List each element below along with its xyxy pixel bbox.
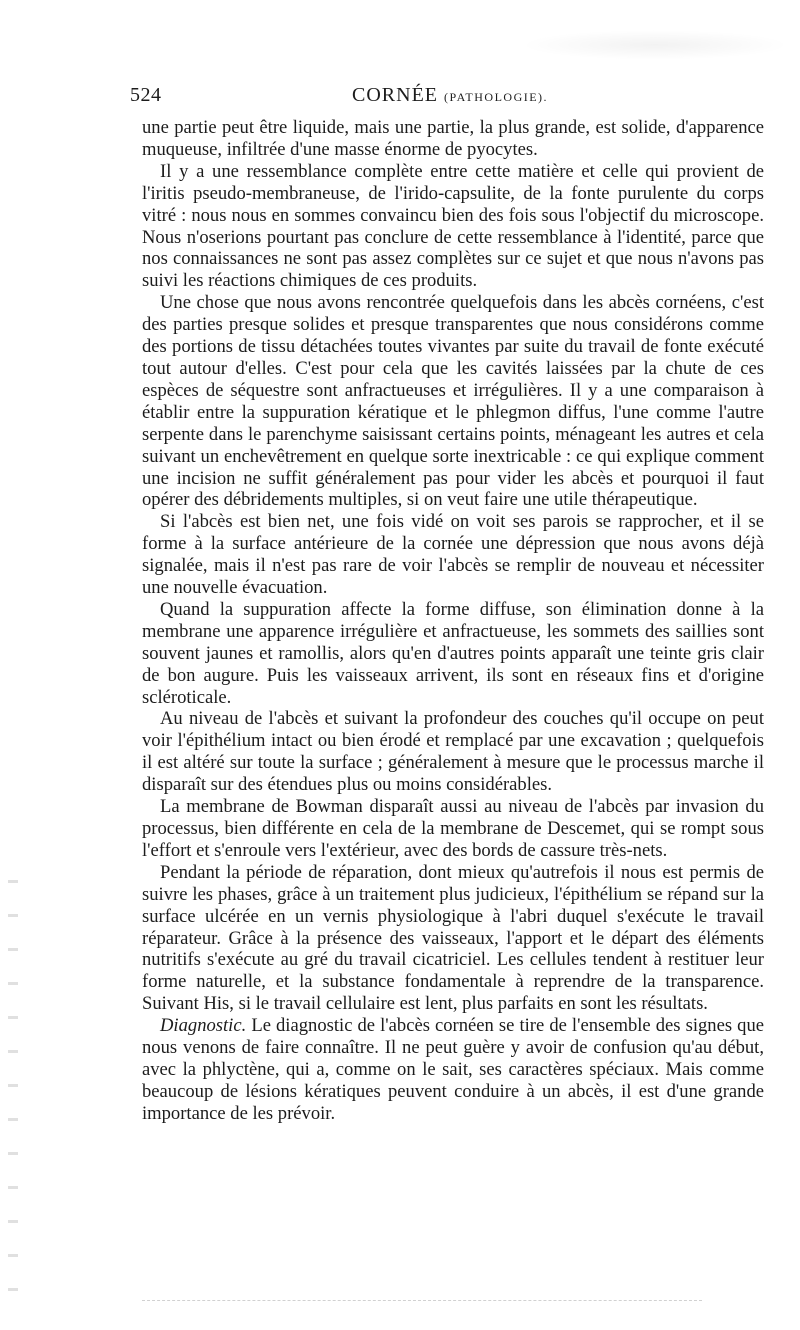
margin-scan-marks bbox=[8, 880, 18, 1300]
paragraph-reparation: Pendant la période de réparation, dont mieux qu'autrefois il nous est permis de suivre les phases, grâce à un traitement plus judicieux, l'épithélium se répand sur la surface ulcérée en un vernis physiologique à l'abri duquel s'exécute le travail réparateur. Grâce à la présence des vaisseaux, l'apport et le départ des éléments nutritifs s'exécute au gré du travail cicatriciel. Les cellules tendent à restituer leur forme naturelle, et la substance fondamentale à reprendre de la transparence. Suivant His, si le travail cellulaire est lent, plus parfaits en sont les résultats. bbox=[142, 861, 764, 1015]
running-title bbox=[352, 84, 548, 107]
running-title-sub: (PATHOLOGIE). bbox=[444, 90, 549, 104]
paragraph-ressemblance: Il y a une ressemblance complète entre cette matière et celle qui provient de l'iritis pseudo-membraneuse, de l'irido-capsulite, de la fonte purulente du corps vitré : nous nous en sommes convaincu bien des fois sous l'objectif du microscope. Nous n'oserions pourtant pas conclure de cette ressemblance à l'identité, parce que nos connaissances ne sont pas assez complètes sur ce sujet et que nous n'avons pas suivi les réactions chimiques de ces produits. bbox=[142, 160, 764, 292]
running-title-main: CORNÉE bbox=[352, 84, 438, 106]
page-number: 524 bbox=[130, 84, 162, 106]
paragraph-sequestre: Une chose que nous avons rencontrée quelquefois dans les abcès cornéens, c'est des parties presque solides et presque transparentes que nous considérons comme des portions de tissu détachées toutes vivantes par suite du travail de fonte exécuté tout autour d'elles. C'est pour cela que les cavités laissées par la chute de ces espèces de séquestre sont anfractueuses et irrégulières. Il y a une comparaison à établir entre la suppuration kératique et le phlegmon diffus, l'une comme l'autre serpente dans le parenchyme saisissant certains points, ménageant les autres et cela suivant un enchevêtrement en quelque sorte inextricable : ce qui explique comment une incision ne suffit généralement pas pour vider les abcès et pourquoi il faut opérer des débridements multiples, si on veut faire une utile thérapeutique. bbox=[142, 292, 764, 511]
paragraph-continued: une partie peut être liquide, mais une partie, la plus grande, est solide, d'apparence muqueuse, infiltrée d'une masse énorme de pyocytes. bbox=[142, 117, 764, 160]
diagnostic-heading: Diagnostic. bbox=[160, 1015, 247, 1037]
page-header bbox=[130, 84, 764, 112]
paragraph-epithelium: Au niveau de l'abcès et suivant la profondeur des couches qu'il occupe on peut voir l'épithélium intact ou bien érodé et remplacé par une excavation ; quelquefois il est altéré sur toute la surface ; généralement à mesure que le processus marche il disparaît sur des étendues plus ou moins considérables. bbox=[142, 708, 764, 796]
body-text bbox=[142, 117, 764, 1125]
diagnostic-text: Le diagnostic de l'abcès cornéen se tire de l'ensemble des signes que nous venons de faire connaître. Il ne peut guère y avoir de confusion qu'au début, avec la phlyctène, qui a, comme on le sait, ses caractères spéciaux. Mais comme beaucoup de lésions kératiques peuvent conduire à un abcès, il est d'une grande importance de les prévoir. bbox=[142, 1015, 764, 1124]
bottom-scan-line bbox=[142, 1300, 702, 1301]
paragraph-bowman: La membrane de Bowman disparaît aussi au niveau de l'abcès par invasion du processus, bien différente en cela de la membrane de Descemet, qui se rompt sous l'effort et s'enroule vers l'extérieur, avec des bords de cassure très-nets. bbox=[142, 796, 764, 861]
paragraph-diagnostic bbox=[142, 1015, 764, 1125]
paragraph-forme-diffuse: Quand la suppuration affecte la forme diffuse, son élimination donne à la membrane une apparence irrégulière et anfractueuse, les sommets des saillies sont souvent jaunes et ramollis, alors qu'en d'autres points apparaît une teinte gris clair de bon augure. Puis les vaisseaux arrivent, ils sont en réseaux fins et d'origine scléroticale. bbox=[142, 598, 764, 708]
scan-artifact bbox=[520, 30, 790, 60]
paragraph-abces-net: Si l'abcès est bien net, une fois vidé on voit ses parois se rapprocher, et il se forme à la surface antérieure de la cornée une dépression que nous avons déjà signalée, mais il n'est pas rare de voir l'abcès se remplir de nouveau et nécessiter une nouvelle évacuation. bbox=[142, 511, 764, 599]
